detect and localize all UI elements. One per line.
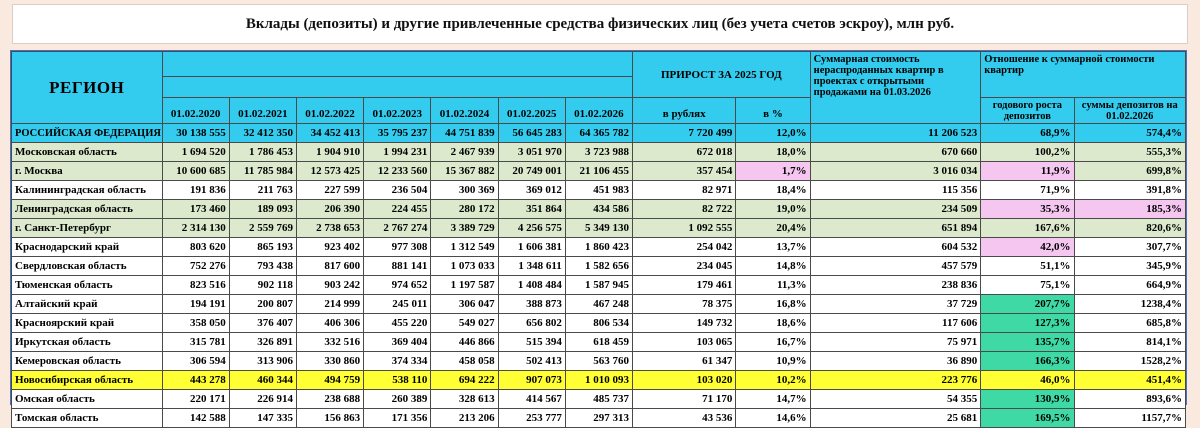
growth-rub-cell: 7 720 499 [633,124,736,143]
region-name-cell: Краснодарский край [12,238,163,257]
y2026-cell: 1 587 945 [565,276,632,295]
table-row [12,352,1186,371]
y2024-cell: 1 073 033 [431,257,498,276]
ratio-growth-cell: 75,1% [981,276,1074,295]
y2021-cell: 147 335 [229,409,296,428]
year-header: 01.02.2023 [364,98,431,124]
y2023-cell: 369 404 [364,333,431,352]
growth-rub-cell: 103 065 [633,333,736,352]
unsold-cell: 651 894 [810,219,981,238]
y2026-cell: 64 365 782 [565,124,632,143]
unsold-cell: 457 579 [810,257,981,276]
y2024-cell: 446 866 [431,333,498,352]
y2024-cell: 44 751 839 [431,124,498,143]
year-header: 01.02.2021 [229,98,296,124]
growth-rub-cell: 103 020 [633,371,736,390]
y2026-cell: 21 106 455 [565,162,632,181]
y2025-cell: 4 256 575 [498,219,565,238]
page-title: Вклады (депозиты) и другие привлеченные средства физических лиц (без учета счетов эскроу), млн руб. [245,15,955,32]
region-name-cell: Калининградская область [12,181,163,200]
ratio-growth-cell: 127,3% [981,314,1074,333]
y2021-cell: 226 914 [229,390,296,409]
deposits-table [11,51,1186,428]
ratio-growth-cell: 100,2% [981,143,1074,162]
y2023-cell: 881 141 [364,257,431,276]
growth-rub-cell: 61 347 [633,352,736,371]
y2021-cell: 376 407 [229,314,296,333]
y2026-cell: 5 349 130 [565,219,632,238]
y2022-cell: 2 738 653 [296,219,363,238]
region-name-cell: Омская область [12,390,163,409]
y2021-cell: 211 763 [229,181,296,200]
y2023-cell: 236 504 [364,181,431,200]
growth-pct-cell: 16,8% [736,295,810,314]
y2022-cell: 238 688 [296,390,363,409]
y2026-cell: 485 737 [565,390,632,409]
ratio-growth-cell: 207,7% [981,295,1074,314]
y2026-cell: 434 586 [565,200,632,219]
growth-rub-cell: 78 375 [633,295,736,314]
title-box [12,4,1188,44]
y2023-cell: 455 220 [364,314,431,333]
y2026-cell: 297 313 [565,409,632,428]
y2022-cell: 34 452 413 [296,124,363,143]
table-row [12,162,1186,181]
ratio-deposits-header: суммы депозитов на 01.02.2026 [1074,98,1185,124]
ratio-deposits-cell: 1528,2% [1074,352,1185,371]
ratio-deposits-cell: 1238,4% [1074,295,1185,314]
ratio-growth-cell: 71,9% [981,181,1074,200]
year-header: 01.02.2022 [296,98,363,124]
y2023-cell: 35 795 237 [364,124,431,143]
region-name-cell: Ленинградская область [12,200,163,219]
y2026-cell: 563 760 [565,352,632,371]
growth-rub-cell: 82 722 [633,200,736,219]
y2024-cell: 306 047 [431,295,498,314]
table-wrapper [10,50,1187,424]
growth-pct-cell: 12,0% [736,124,810,143]
unsold-cell: 25 681 [810,409,981,428]
y2021-cell: 902 118 [229,276,296,295]
ratio-growth-cell: 42,0% [981,238,1074,257]
y2025-cell: 20 749 001 [498,162,565,181]
region-header: РЕГИОН [12,52,163,124]
region-name-cell: г. Санкт-Петербург [12,219,163,238]
y2024-cell: 1 197 587 [431,276,498,295]
ratio-growth-cell: 166,3% [981,352,1074,371]
y2023-cell: 974 652 [364,276,431,295]
region-name-cell: Алтайский край [12,295,163,314]
region-name-cell: Томская область [12,409,163,428]
region-name-cell: Иркутская область [12,333,163,352]
y2024-cell: 694 222 [431,371,498,390]
table-row [12,409,1186,428]
y2021-cell: 865 193 [229,238,296,257]
growth-pct-cell: 14,7% [736,390,810,409]
table-row [12,371,1186,390]
unsold-header: Суммарная стоимость нераспроданных квартир в проектах с открытыми продажами на 01.03.2026 [810,52,981,124]
y2021-cell: 460 344 [229,371,296,390]
y2022-cell: 903 242 [296,276,363,295]
growth-rub-cell: 672 018 [633,143,736,162]
y2025-cell: 414 567 [498,390,565,409]
y2025-cell: 515 394 [498,333,565,352]
y2023-cell: 260 389 [364,390,431,409]
table-row [12,124,1186,143]
y2022-cell: 12 573 425 [296,162,363,181]
unsold-cell: 604 532 [810,238,981,257]
y2025-cell: 1 408 484 [498,276,565,295]
y2024-cell: 3 389 729 [431,219,498,238]
table-row [12,314,1186,333]
y2022-cell: 817 600 [296,257,363,276]
ratio-deposits-cell: 893,6% [1074,390,1185,409]
y2026-cell: 618 459 [565,333,632,352]
year-header: 01.02.2020 [162,98,229,124]
y2020-cell: 10 600 685 [162,162,229,181]
growth-pct-header: в % [736,98,810,124]
y2020-cell: 191 836 [162,181,229,200]
y2024-cell: 213 206 [431,409,498,428]
ratio-deposits-cell: 307,7% [1074,238,1185,257]
y2022-cell: 1 904 910 [296,143,363,162]
unsold-cell: 54 355 [810,390,981,409]
unsold-cell: 11 206 523 [810,124,981,143]
table-row [12,390,1186,409]
y2020-cell: 194 191 [162,295,229,314]
growth-pct-cell: 14,6% [736,409,810,428]
ratio-deposits-cell: 820,6% [1074,219,1185,238]
growth-rub-cell: 179 461 [633,276,736,295]
region-name-cell: Свердловская область [12,257,163,276]
y2022-cell: 923 402 [296,238,363,257]
y2025-cell: 388 873 [498,295,565,314]
y2022-cell: 494 759 [296,371,363,390]
y2026-cell: 3 723 988 [565,143,632,162]
ratio-header: Отношение к суммарной стоимости квартир [981,52,1186,98]
table-row [12,257,1186,276]
growth-pct-cell: 18,4% [736,181,810,200]
y2020-cell: 306 594 [162,352,229,371]
y2023-cell: 374 334 [364,352,431,371]
ratio-deposits-cell: 391,8% [1074,181,1185,200]
growth-rub-cell: 149 732 [633,314,736,333]
y2023-cell: 538 110 [364,371,431,390]
y2024-cell: 300 369 [431,181,498,200]
region-name-cell: Новосибирская область [12,371,163,390]
y2026-cell: 467 248 [565,295,632,314]
unsold-cell: 36 890 [810,352,981,371]
ratio-growth-cell: 35,3% [981,200,1074,219]
ratio-deposits-cell: 1157,7% [1074,409,1185,428]
region-name-cell: Тюменская область [12,276,163,295]
y2020-cell: 315 781 [162,333,229,352]
y2023-cell: 2 767 274 [364,219,431,238]
y2026-cell: 451 983 [565,181,632,200]
ratio-deposits-cell: 664,9% [1074,276,1185,295]
y2023-cell: 977 308 [364,238,431,257]
y2023-cell: 245 011 [364,295,431,314]
y2021-cell: 2 559 769 [229,219,296,238]
unsold-cell: 115 356 [810,181,981,200]
y2020-cell: 823 516 [162,276,229,295]
ratio-growth-cell: 167,6% [981,219,1074,238]
region-name-cell: г. Москва [12,162,163,181]
y2021-cell: 326 891 [229,333,296,352]
y2021-cell: 313 906 [229,352,296,371]
y2020-cell: 30 138 555 [162,124,229,143]
y2023-cell: 171 356 [364,409,431,428]
growth-pct-cell: 1,7% [736,162,810,181]
growth-rub-cell: 234 045 [633,257,736,276]
table-row [12,219,1186,238]
y2026-cell: 806 534 [565,314,632,333]
y2025-cell: 3 051 970 [498,143,565,162]
growth-rub-header: в рублях [633,98,736,124]
region-name-cell: Красноярский край [12,314,163,333]
growth-rub-cell: 43 536 [633,409,736,428]
y2022-cell: 227 599 [296,181,363,200]
y2024-cell: 458 058 [431,352,498,371]
table-row [12,238,1186,257]
y2021-cell: 189 093 [229,200,296,219]
table-row [12,276,1186,295]
growth-header: ПРИРОСТ ЗА 2025 ГОД [633,52,811,98]
unsold-cell: 223 776 [810,371,981,390]
y2021-cell: 200 807 [229,295,296,314]
y2025-cell: 253 777 [498,409,565,428]
table-row [12,295,1186,314]
growth-pct-cell: 16,7% [736,333,810,352]
years-header-blank [162,52,633,77]
unsold-cell: 75 971 [810,333,981,352]
ratio-deposits-cell: 685,8% [1074,314,1185,333]
growth-pct-cell: 20,4% [736,219,810,238]
growth-pct-cell: 18,0% [736,143,810,162]
unsold-cell: 3 016 034 [810,162,981,181]
ratio-deposits-cell: 451,4% [1074,371,1185,390]
y2020-cell: 443 278 [162,371,229,390]
y2025-cell: 502 413 [498,352,565,371]
ratio-deposits-cell: 814,1% [1074,333,1185,352]
ratio-growth-cell: 130,9% [981,390,1074,409]
growth-pct-cell: 10,2% [736,371,810,390]
y2022-cell: 156 863 [296,409,363,428]
y2022-cell: 330 860 [296,352,363,371]
growth-pct-cell: 19,0% [736,200,810,219]
growth-pct-cell: 14,8% [736,257,810,276]
y2026-cell: 1 582 656 [565,257,632,276]
growth-rub-cell: 1 092 555 [633,219,736,238]
y2023-cell: 224 455 [364,200,431,219]
y2025-cell: 1 606 381 [498,238,565,257]
growth-pct-cell: 11,3% [736,276,810,295]
growth-rub-cell: 82 971 [633,181,736,200]
ratio-deposits-cell: 699,8% [1074,162,1185,181]
ratio-deposits-cell: 345,9% [1074,257,1185,276]
y2021-cell: 1 786 453 [229,143,296,162]
y2025-cell: 907 073 [498,371,565,390]
y2025-cell: 351 864 [498,200,565,219]
unsold-cell: 117 606 [810,314,981,333]
growth-rub-cell: 254 042 [633,238,736,257]
ratio-growth-cell: 11,9% [981,162,1074,181]
ratio-deposits-cell: 555,3% [1074,143,1185,162]
y2022-cell: 214 999 [296,295,363,314]
table-row [12,181,1186,200]
unsold-cell: 670 660 [810,143,981,162]
table-row [12,200,1186,219]
ratio-growth-cell: 169,5% [981,409,1074,428]
growth-pct-cell: 10,9% [736,352,810,371]
year-header: 01.02.2026 [565,98,632,124]
y2020-cell: 358 050 [162,314,229,333]
y2024-cell: 328 613 [431,390,498,409]
unsold-cell: 238 836 [810,276,981,295]
ratio-growth-header: годового роста депозитов [981,98,1074,124]
y2024-cell: 15 367 882 [431,162,498,181]
y2024-cell: 549 027 [431,314,498,333]
y2021-cell: 32 412 350 [229,124,296,143]
growth-pct-cell: 18,6% [736,314,810,333]
y2021-cell: 11 785 984 [229,162,296,181]
ratio-growth-cell: 51,1% [981,257,1074,276]
growth-rub-cell: 357 454 [633,162,736,181]
y2020-cell: 220 171 [162,390,229,409]
y2026-cell: 1 010 093 [565,371,632,390]
y2023-cell: 1 994 231 [364,143,431,162]
ratio-growth-cell: 135,7% [981,333,1074,352]
unsold-cell: 37 729 [810,295,981,314]
y2021-cell: 793 438 [229,257,296,276]
y2022-cell: 206 390 [296,200,363,219]
y2024-cell: 280 172 [431,200,498,219]
y2025-cell: 56 645 283 [498,124,565,143]
ratio-deposits-cell: 185,3% [1074,200,1185,219]
y2025-cell: 656 802 [498,314,565,333]
growth-pct-cell: 13,7% [736,238,810,257]
table-row [12,143,1186,162]
y2025-cell: 1 348 611 [498,257,565,276]
y2020-cell: 142 588 [162,409,229,428]
years-header-blank-2 [162,77,633,98]
y2022-cell: 406 306 [296,314,363,333]
year-header: 01.02.2025 [498,98,565,124]
y2020-cell: 803 620 [162,238,229,257]
ratio-deposits-cell: 574,4% [1074,124,1185,143]
y2020-cell: 1 694 520 [162,143,229,162]
y2020-cell: 752 276 [162,257,229,276]
growth-rub-cell: 71 170 [633,390,736,409]
y2023-cell: 12 233 560 [364,162,431,181]
region-name-cell: Московская область [12,143,163,162]
y2022-cell: 332 516 [296,333,363,352]
y2025-cell: 369 012 [498,181,565,200]
ratio-growth-cell: 46,0% [981,371,1074,390]
y2026-cell: 1 860 423 [565,238,632,257]
y2024-cell: 1 312 549 [431,238,498,257]
table-row [12,333,1186,352]
region-name-cell: РОССИЙСКАЯ ФЕДЕРАЦИЯ [12,124,163,143]
year-header: 01.02.2024 [431,98,498,124]
ratio-growth-cell: 68,9% [981,124,1074,143]
y2024-cell: 2 467 939 [431,143,498,162]
y2020-cell: 2 314 130 [162,219,229,238]
table-body [12,124,1186,428]
y2020-cell: 173 460 [162,200,229,219]
region-name-cell: Кемеровская область [12,352,163,371]
unsold-cell: 234 509 [810,200,981,219]
